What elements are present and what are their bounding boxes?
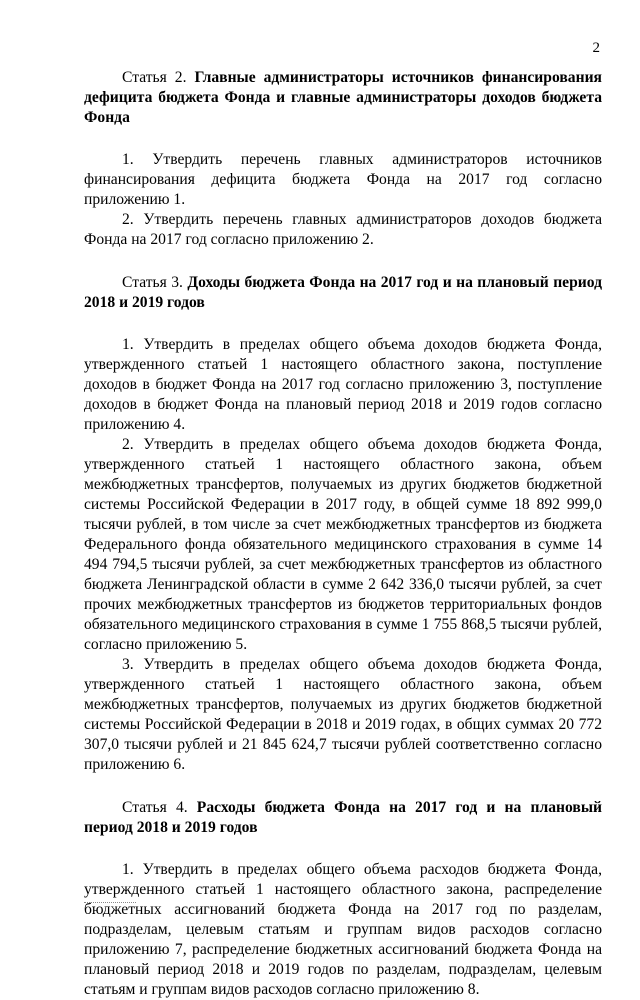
bottom-divider	[84, 902, 136, 903]
page-number: 2	[592, 40, 600, 56]
document-body	[84, 68, 602, 1000]
article-3-paragraph-2: 2. Утвердить в пределах общего объема доходов бюджета Фонда, утвержденного статьей 1 настоящего областного закона, объем межбюджетных трансфертов, получаемых из других бюджетов бюджетной системы Российской Федерации в 2017 году, в общей сумме 18 892 999,0 тысячи рублей, в том числе за счет межбюджетных трансфертов из бюджета Федерального фонда обязательного медицинского страхования в сумме 14 494 794,5 тысячи рублей, за счет межбюджетных трансфертов из областного бюджета Ленинградской области в сумме 2 642 336,0 тысячи рублей, за счет прочих межбюджетных трансфертов из бюджетов территориальных фондов обязательного медицинского страхования в сумме 1 755 868,5 тысячи рублей, согласно приложению 5.	[84, 436, 602, 653]
article-3-heading	[84, 273, 602, 313]
article-4-title: Расходы бюджета Фонда на 2017 год и на плановый период 2018 и 2019 годов	[84, 799, 602, 836]
article-2-title: Главные администраторы источников финансирования дефицита бюджета Фонда и главные администраторы доходов бюджета Фонда	[84, 69, 602, 126]
article-3-label: Статья 3.	[122, 274, 183, 291]
article-2-paragraph-1: 1. Утвердить перечень главных администраторов источников финансирования дефицита бюджета Фонда на 2017 год согласно приложению 1.	[84, 151, 602, 208]
article-3-paragraph-1: 1. Утвердить в пределах общего объема доходов бюджета Фонда, утвержденного статьей 1 настоящего областного закона, поступление доходов в бюджет Фонда на 2017 год согласно приложению 3, поступление доходов в бюджет Фонда на плановый период 2018 и 2019 годов согласно приложению 4.	[84, 336, 602, 433]
article-2-heading	[84, 68, 602, 128]
article-3-title: Доходы бюджета Фонда на 2017 год и на плановый период 2018 и 2019 годов	[84, 274, 602, 311]
article-4-label: Статья 4.	[122, 799, 188, 816]
article-3-paragraph-3: 3. Утвердить в пределах общего объема доходов бюджета Фонда, утвержденного статьей 1 настоящего областного закона, объем межбюджетных трансфертов, получаемых из других бюджетов бюджетной системы Российской Федерации в 2018 и 2019 годах, в общих суммах 20 772 307,0 тысячи рублей и 21 845 624,7 тысячи рублей соответственно согласно приложению 6.	[84, 656, 602, 773]
article-4-paragraph-1: 1. Утвердить в пределах общего объема расходов бюджета Фонда, утвержденного статьей 1 настоящего областного закона, распределение бюджетных ассигнований бюджета Фонда на 2017 год по разделам, подразделам, целевым статьям и группам видов расходов согласно приложению 7, распределение бюджетных ассигнований бюджета Фонда на плановый период 2018 и 2019 годов по разделам, подразделам, целевым статьям и группам видов расходов согласно приложению 8.	[84, 861, 602, 998]
article-4-heading	[84, 798, 602, 838]
article-2-paragraph-2: 2. Утвердить перечень главных администраторов доходов бюджета Фонда на 2017 год согласно приложению 2.	[84, 211, 602, 248]
article-2-label: Статья 2.	[122, 69, 187, 86]
